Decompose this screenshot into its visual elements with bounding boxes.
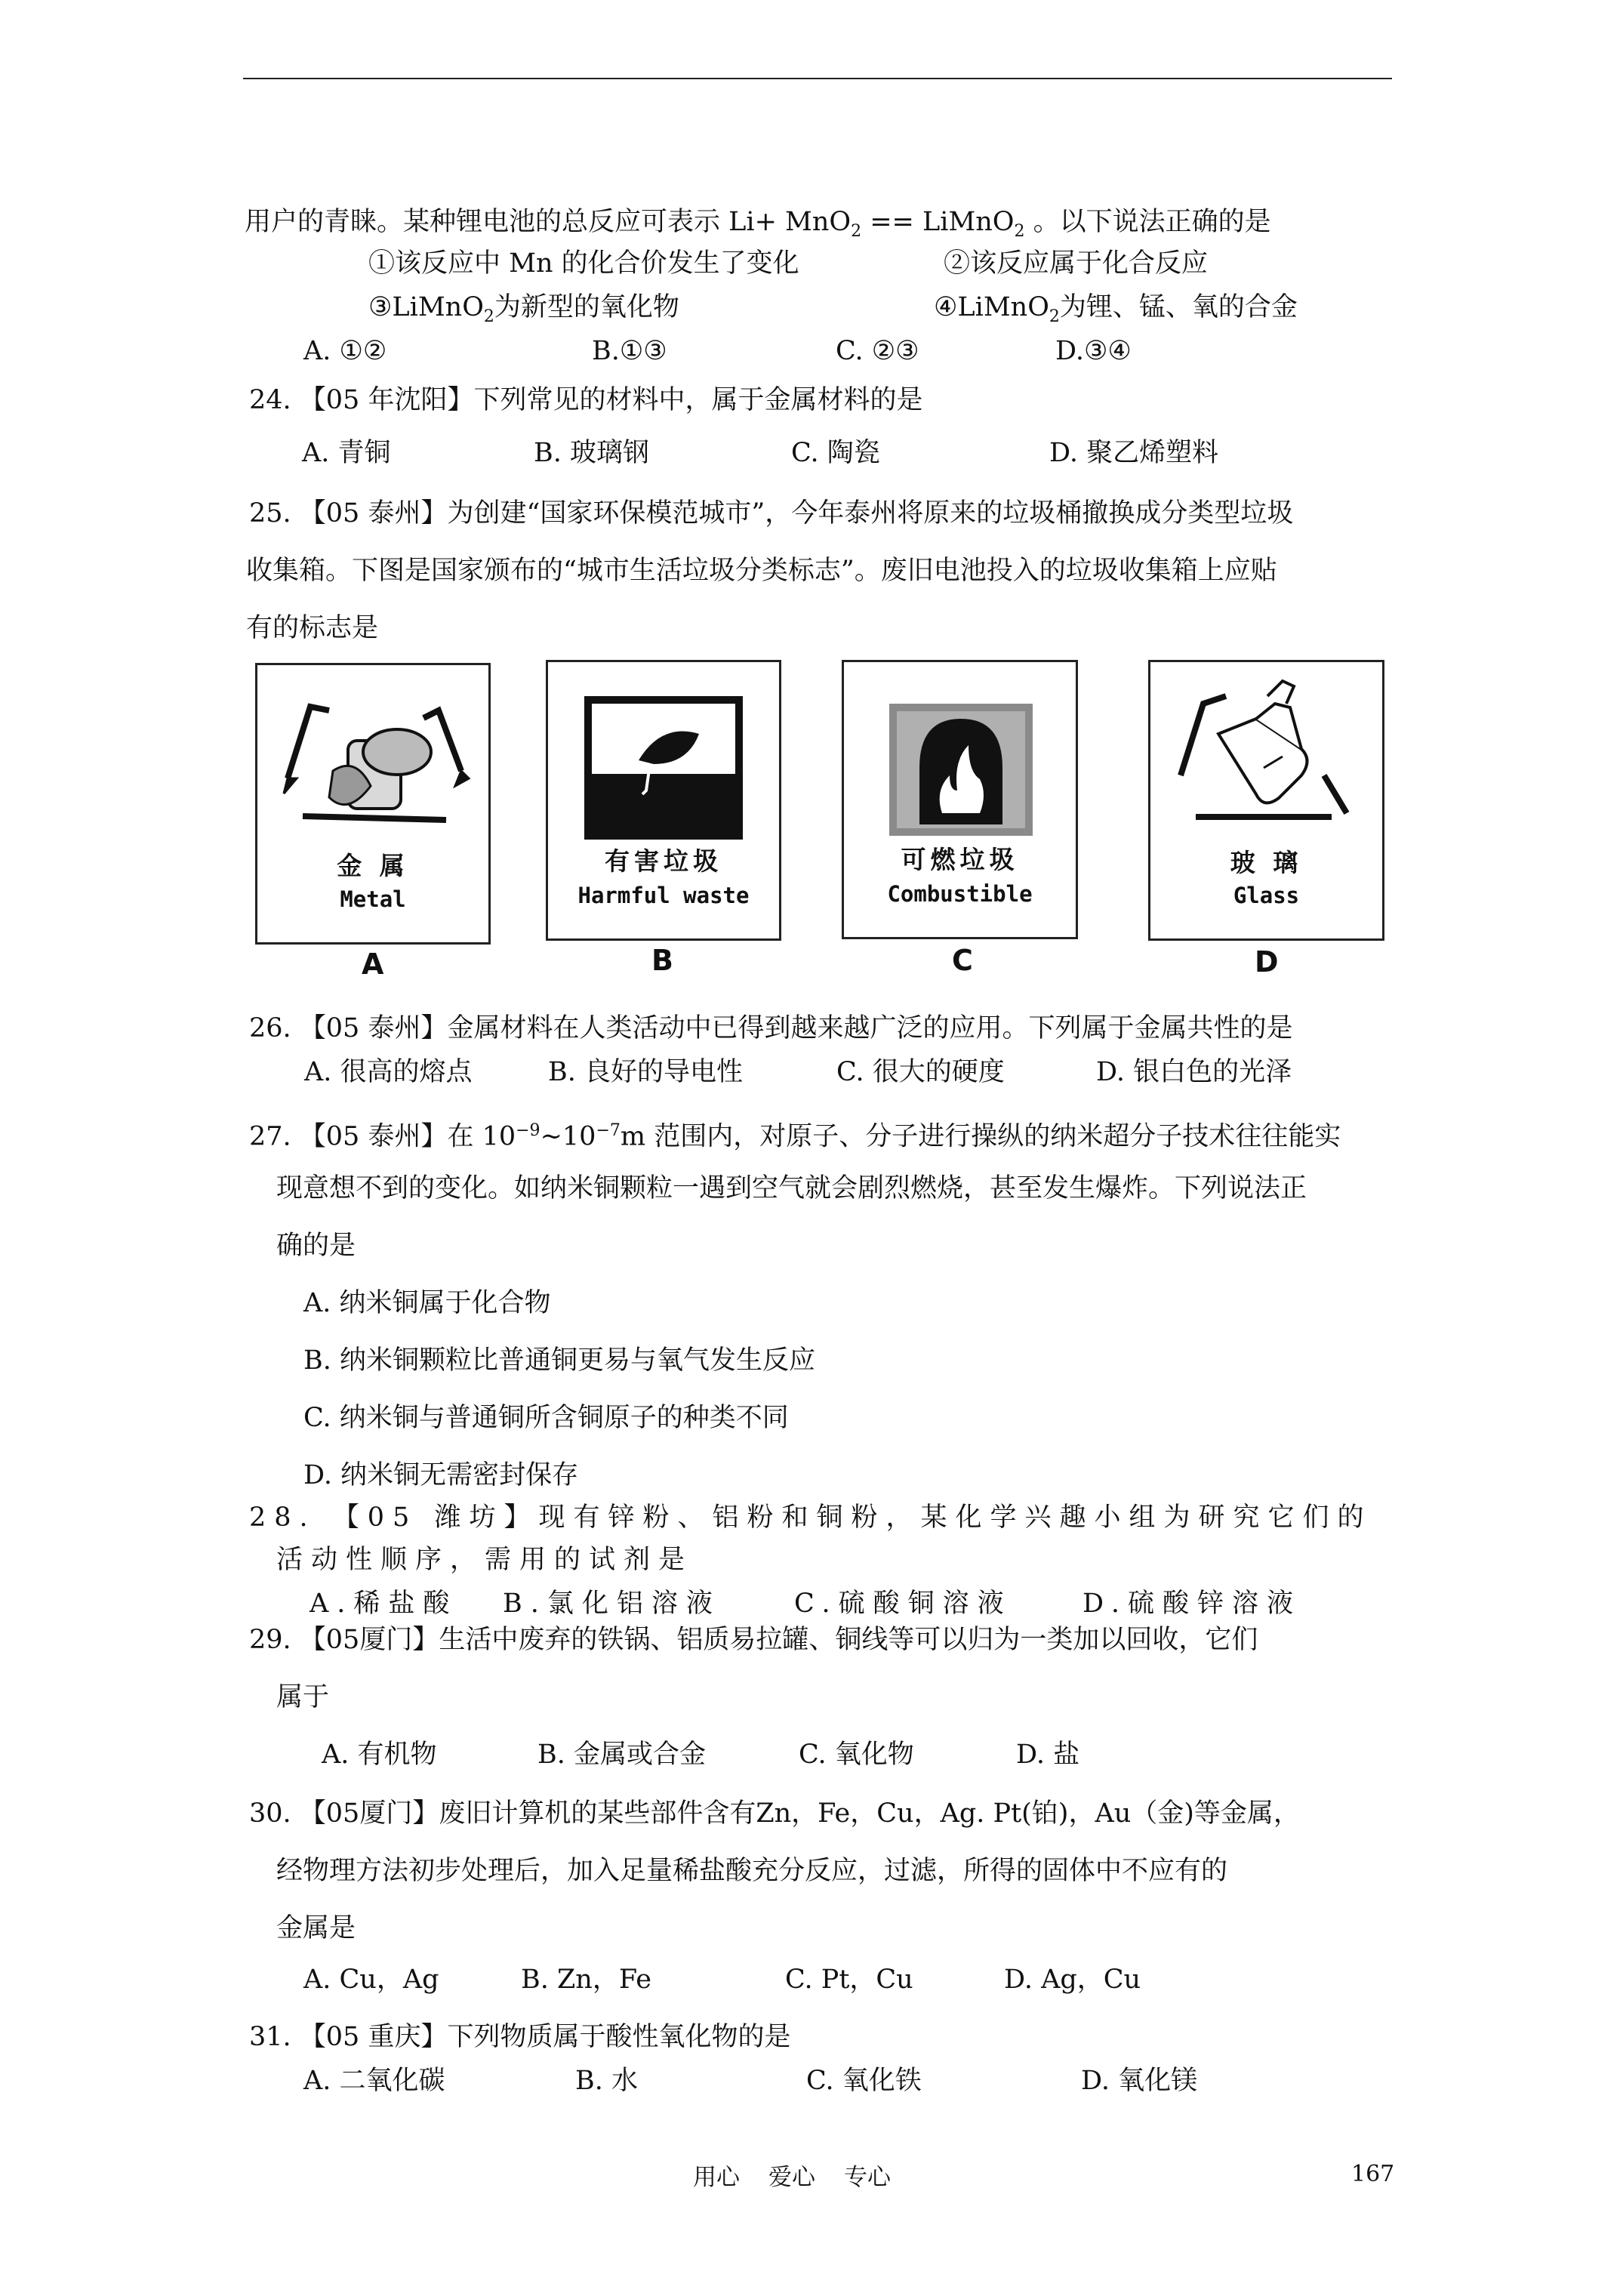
q29-option-c: C. 氧化物 [799, 1740, 914, 1770]
q24-option-c: C. 陶瓷 [791, 438, 880, 468]
q26-option-a: A. 很高的熔点 [304, 1057, 473, 1087]
q30-option-d: D. Ag，Cu [1004, 1965, 1141, 1995]
q27-stem-line-1: 27. 【05 泰州】在 $10^{-9}\sim 10^{-7}m$ 范围内，对原子、分子进行操纵的纳米超分子技术往往能实 [249, 1121, 1341, 1152]
q30-stem-line-2: 经物理方法初步处理后，加入足量稀盐酸充分反应，过滤，所得的固体中不应有的 [276, 1856, 1228, 1886]
q29-stem-line-2: 属于 [276, 1682, 330, 1712]
footer-motto-2: 爱心 [768, 2164, 815, 2191]
sign-glass [1148, 660, 1384, 941]
q28-option-a: A.稀盐酸 [310, 1589, 458, 1619]
q29-stem-line-1: 29. 【05厦门】生活中废弃的铁锅、铝质易拉罐、铜线等可以归为一类加以回收，它们 [249, 1625, 1258, 1655]
q29-option-d: D. 盐 [1016, 1740, 1080, 1770]
q28-stem-line-1: 28. 【05 潍坊】现有锌粉、铝粉和铜粉，某化学兴趣小组为研究它们的 [249, 1502, 1372, 1533]
q26-option-b: B. 良好的导电性 [548, 1057, 743, 1087]
q31-option-a: A. 二氧化碳 [303, 2066, 445, 2096]
sign-d-cn-label: 玻 璃 [1230, 848, 1303, 877]
sign-b-letter: B [651, 944, 673, 977]
q23-option-b: B.①③ [592, 336, 667, 366]
q25-stem-line-3: 有的标志是 [246, 613, 379, 643]
sign-b-cn-label: 有害垃圾 [605, 846, 722, 876]
q30-option-b: B. Zn，Fe [521, 1965, 651, 1995]
q28-option-d: D.硫酸锌溶液 [1083, 1589, 1301, 1619]
metal-can-recycle-icon [257, 665, 488, 854]
sign-d-en-label: Glass [1233, 883, 1300, 908]
q27-option-a: A. 纳米铜属于化合物 [303, 1288, 551, 1318]
q28-option-b: B.氯化铝溶液 [503, 1589, 721, 1619]
q31-option-b: B. 水 [575, 2066, 638, 2096]
sign-b-en-label: Harmful waste [577, 883, 750, 908]
q27-stem-line-3: 确的是 [276, 1231, 356, 1261]
q23-statement-4: ④LiMnO$_2$为锂、锰、氧的合金 [934, 292, 1298, 326]
q30-option-a: A. Cu，Ag [303, 1965, 439, 1995]
q27-option-b: B. 纳米铜颗粒比普通铜更易与氧气发生反应 [303, 1345, 815, 1376]
page-number: 167 [1351, 2161, 1395, 2187]
sign-c-cn-label: 可燃垃圾 [901, 845, 1019, 874]
q24-stem: 24. 【05 年沈阳】下列常见的材料中，属于金属材料的是 [249, 385, 923, 415]
q28-option-c: C.硫酸铜溶液 [794, 1589, 1012, 1619]
q29-option-a: A. 有机物 [322, 1740, 437, 1770]
q25-stem-line-1: 25. 【05 泰州】为创建“国家环保模范城市”，今年泰州将原来的垃圾桶撤换成分类型垃圾 [249, 498, 1294, 529]
q27-stem-line-2: 现意想不到的变化。如纳米铜颗粒一遇到空气就会剧烈燃烧，甚至发生爆炸。下列说法正 [276, 1173, 1307, 1203]
q30-option-c: C. Pt，Cu [785, 1965, 913, 1995]
q30-stem-line-3: 金属是 [276, 1913, 356, 1943]
header-rule [243, 78, 1392, 79]
sign-combustible [842, 660, 1078, 939]
q23-option-d: D.③④ [1055, 336, 1132, 366]
q23-statement-3: ③LiMnO$_2$为新型的氧化物 [368, 292, 679, 326]
sign-d-letter: D [1255, 945, 1279, 978]
q24-option-a: A. 青铜 [302, 438, 391, 468]
q26-stem: 26. 【05 泰州】金属材料在人类活动中已得到越来越广泛的应用。下列属于金属共性的是 [249, 1013, 1293, 1043]
q29-option-b: B. 金属或合金 [537, 1740, 706, 1770]
q26-option-d: D. 银白色的光泽 [1096, 1057, 1292, 1087]
q23-option-c: C. ②③ [836, 336, 919, 366]
q24-option-d: D. 聚乙烯塑料 [1049, 438, 1219, 468]
glass-bottle-recycle-icon [1150, 662, 1382, 851]
q26-option-c: C. 很大的硬度 [836, 1057, 1005, 1087]
q23-option-a: A. ①② [303, 336, 387, 366]
footer-motto-1: 用心 [693, 2164, 740, 2191]
sign-a-letter: A [362, 948, 384, 981]
q30-stem-line-1: 30. 【05厦门】废旧计算机的某些部件含有Zn，Fe，Cu，Ag. Pt(铂)，Au（金)等金属， [249, 1798, 1300, 1829]
q31-option-d: D. 氧化镁 [1081, 2066, 1198, 2096]
q25-stem-line-2: 收集箱。下图是国家颁布的“城市生活垃圾分类标志”。废旧电池投入的垃圾收集箱上应贴 [246, 556, 1277, 586]
q23-stem-line: 用户的青睐。某种锂电池的总反应可表示 Li+ MnO$_2$ == LiMnO$_2$ 。以下说法正确的是 [245, 207, 1271, 241]
q31-option-c: C. 氧化铁 [806, 2066, 922, 2096]
q23-statement-1: ①该反应中 Mn 的化合价发生了变化 [368, 248, 799, 279]
q23-statement-2: ②该反应属于化合反应 [944, 248, 1209, 279]
q27-option-d: D. 纳米铜无需密封保存 [303, 1460, 579, 1490]
flame-icon [844, 662, 1076, 851]
q28-stem-line-2: 活动性顺序，需用的试剂是 [276, 1545, 694, 1575]
harmful-waste-icon [548, 662, 779, 851]
sign-metal [255, 663, 491, 945]
sign-harmful-waste [546, 660, 781, 941]
sign-c-letter: C [952, 944, 973, 977]
sign-a-cn-label: 金 属 [337, 851, 409, 880]
footer-motto-3: 专心 [844, 2164, 891, 2191]
q24-option-b: B. 玻璃钢 [534, 438, 649, 468]
sign-c-en-label: Combustible [887, 881, 1033, 907]
q31-stem: 31. 【05 重庆】下列物质属于酸性氧化物的是 [249, 2022, 791, 2052]
sign-a-en-label: Metal [340, 886, 406, 912]
q27-option-c: C. 纳米铜与普通铜所含铜原子的种类不同 [303, 1403, 789, 1433]
